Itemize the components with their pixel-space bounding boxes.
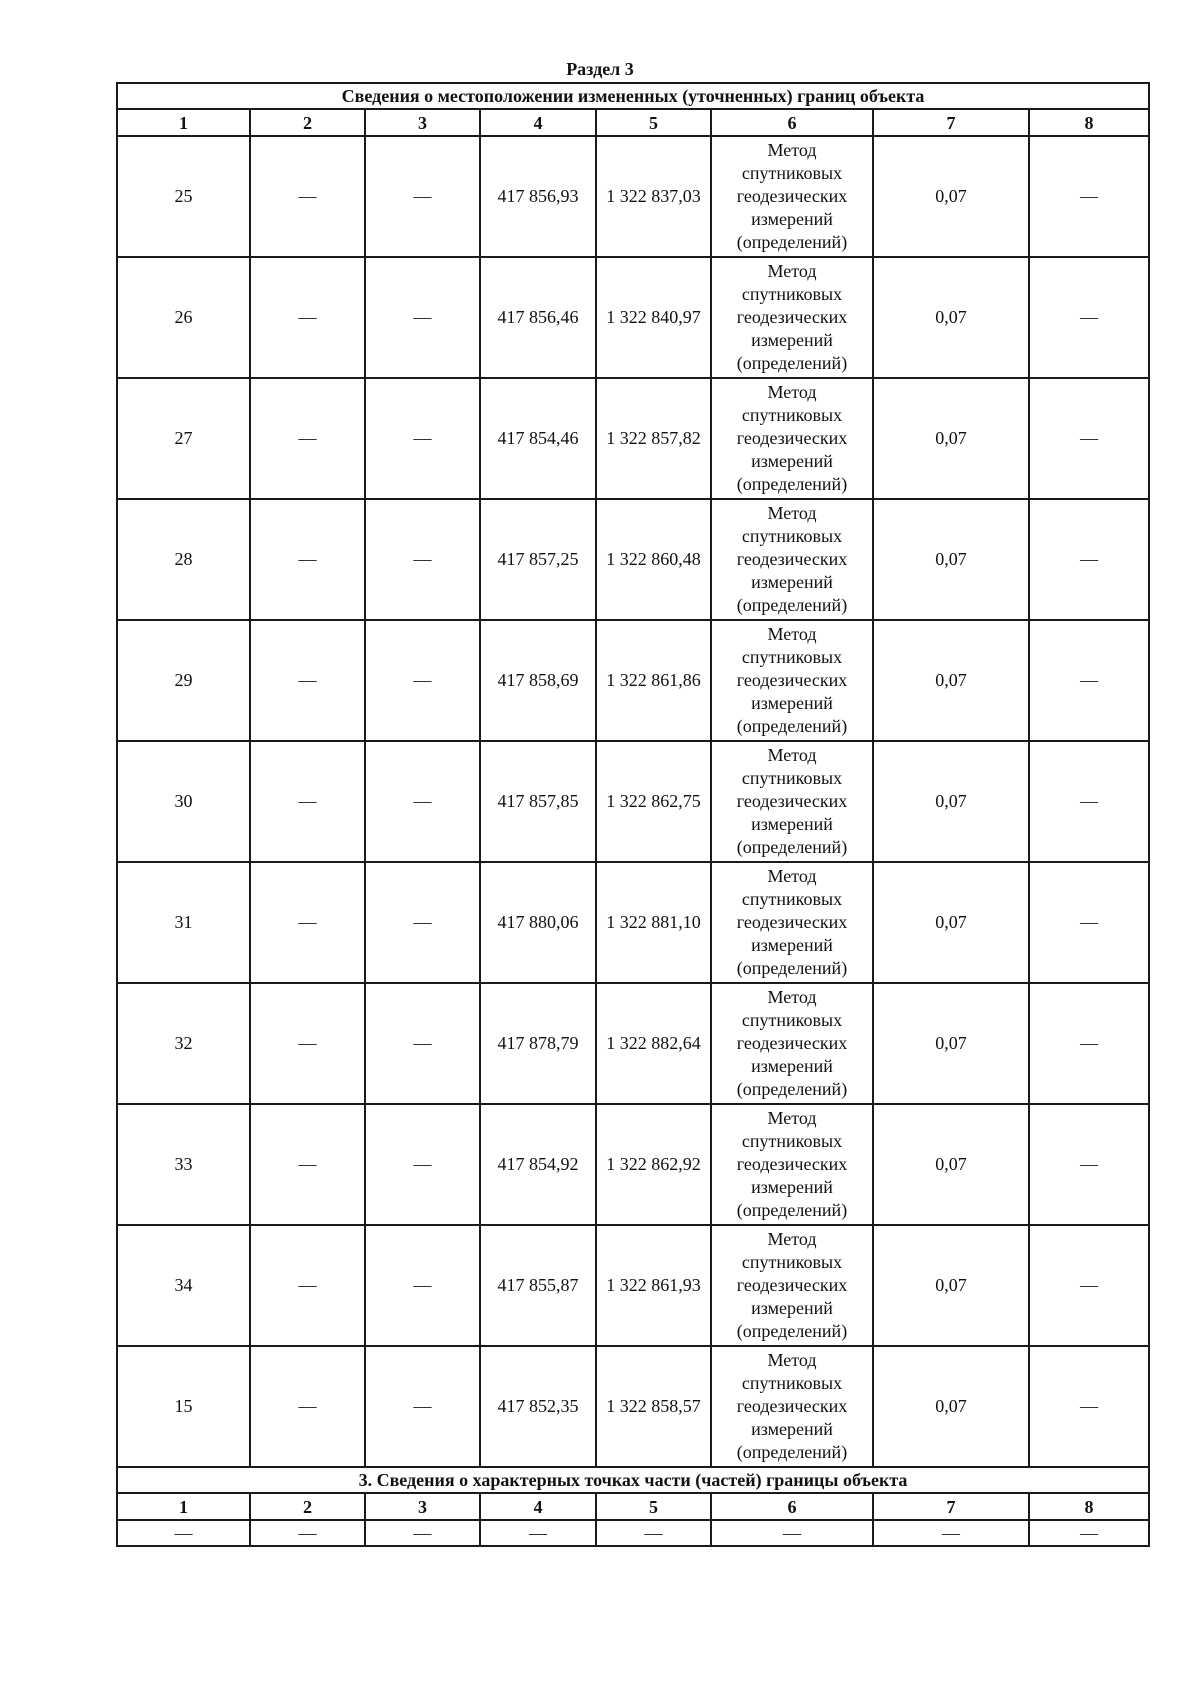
coord-x: 417 854,46	[480, 378, 596, 499]
column-number: 6	[711, 1493, 873, 1520]
table-cell: —	[365, 1520, 480, 1546]
method-cell	[711, 1225, 873, 1346]
column-number: 8	[1029, 1493, 1149, 1520]
column-number: 4	[480, 109, 596, 136]
cell-col8: —	[1029, 1104, 1149, 1225]
method-line: Метод	[767, 624, 817, 644]
cell-col3: —	[365, 1104, 480, 1225]
coord-y: 1 322 882,64	[596, 983, 711, 1104]
point-number: 31	[117, 862, 250, 983]
method-line: измерений	[751, 935, 833, 955]
column-number: 3	[365, 109, 480, 136]
point-number: 29	[117, 620, 250, 741]
column-number-row-2	[117, 1493, 1149, 1520]
column-number-row	[117, 109, 1149, 136]
method-cell	[711, 499, 873, 620]
column-number: 3	[365, 1493, 480, 1520]
column-number: 4	[480, 1493, 596, 1520]
column-number: 5	[596, 109, 711, 136]
cell-col2: —	[250, 257, 365, 378]
coord-y: 1 322 860,48	[596, 499, 711, 620]
method-line: измерений	[751, 1177, 833, 1197]
method-line: (определений)	[736, 1200, 848, 1220]
table-row	[117, 499, 1149, 620]
method-line: геодезических	[736, 186, 848, 206]
table-cell: —	[1029, 1520, 1149, 1546]
method-line: спутниковых	[741, 284, 843, 304]
accuracy: 0,07	[873, 1104, 1029, 1225]
method-line: измерений	[751, 1298, 833, 1318]
method-line: измерений	[751, 451, 833, 471]
cell-col3: —	[365, 257, 480, 378]
cell-col3: —	[365, 741, 480, 862]
method-line: (определений)	[736, 1079, 848, 1099]
cell-col2: —	[250, 136, 365, 257]
table-row	[117, 1346, 1149, 1467]
method-line: (определений)	[736, 837, 848, 857]
method-line: спутниковых	[741, 1010, 843, 1030]
method-line: геодезических	[736, 307, 848, 327]
table-row	[117, 257, 1149, 378]
method-line: (определений)	[736, 595, 848, 615]
table-cell: —	[250, 1520, 365, 1546]
method-cell	[711, 983, 873, 1104]
cell-col2: —	[250, 741, 365, 862]
point-number: 26	[117, 257, 250, 378]
table-caption: Сведения о местоположении измененных (уточненных) границ объекта	[117, 83, 1149, 109]
coord-y: 1 322 857,82	[596, 378, 711, 499]
column-number: 8	[1029, 109, 1149, 136]
coord-y: 1 322 861,86	[596, 620, 711, 741]
table-row	[117, 378, 1149, 499]
cell-col3: —	[365, 136, 480, 257]
method-line: Метод	[767, 1350, 817, 1370]
point-number: 27	[117, 378, 250, 499]
point-number: 25	[117, 136, 250, 257]
method-line: измерений	[751, 1419, 833, 1439]
point-number: 32	[117, 983, 250, 1104]
cell-col3: —	[365, 378, 480, 499]
coord-x: 417 856,46	[480, 257, 596, 378]
method-line: геодезических	[736, 912, 848, 932]
cell-col3: —	[365, 1225, 480, 1346]
cell-col2: —	[250, 378, 365, 499]
accuracy: 0,07	[873, 983, 1029, 1104]
method-line: спутниковых	[741, 163, 843, 183]
column-number: 1	[117, 1493, 250, 1520]
column-number: 7	[873, 1493, 1029, 1520]
method-line: измерений	[751, 209, 833, 229]
cell-col2: —	[250, 1104, 365, 1225]
table-cell: —	[596, 1520, 711, 1546]
method-line: (определений)	[736, 958, 848, 978]
method-line: (определений)	[736, 1442, 848, 1462]
method-line: измерений	[751, 693, 833, 713]
coord-y: 1 322 861,93	[596, 1225, 711, 1346]
accuracy: 0,07	[873, 378, 1029, 499]
point-number: 30	[117, 741, 250, 862]
method-line: (определений)	[736, 353, 848, 373]
cell-col8: —	[1029, 620, 1149, 741]
method-line: геодезических	[736, 428, 848, 448]
coord-x: 417 857,25	[480, 499, 596, 620]
section-title: Раздел 3	[566, 59, 634, 79]
cell-col2: —	[250, 620, 365, 741]
method-line: измерений	[751, 814, 833, 834]
table-caption-parts: 3. Сведения о характерных точках части (частей) границы объекта	[117, 1467, 1149, 1493]
coord-y: 1 322 840,97	[596, 257, 711, 378]
coord-x: 417 856,93	[480, 136, 596, 257]
point-number: 34	[117, 1225, 250, 1346]
cell-col8: —	[1029, 257, 1149, 378]
cell-col3: —	[365, 1346, 480, 1467]
method-line: Метод	[767, 866, 817, 886]
cell-col3: —	[365, 620, 480, 741]
table-row	[117, 620, 1149, 741]
cell-col8: —	[1029, 983, 1149, 1104]
cell-col3: —	[365, 862, 480, 983]
method-cell	[711, 1346, 873, 1467]
method-cell	[711, 862, 873, 983]
point-number: 28	[117, 499, 250, 620]
coord-y: 1 322 837,03	[596, 136, 711, 257]
accuracy: 0,07	[873, 136, 1029, 257]
table-row	[117, 862, 1149, 983]
method-line: измерений	[751, 1056, 833, 1076]
cell-col2: —	[250, 983, 365, 1104]
method-line: спутниковых	[741, 405, 843, 425]
coord-x: 417 858,69	[480, 620, 596, 741]
cell-col3: —	[365, 499, 480, 620]
method-line: измерений	[751, 330, 833, 350]
method-line: спутниковых	[741, 889, 843, 909]
cell-col2: —	[250, 499, 365, 620]
cell-col2: —	[250, 1225, 365, 1346]
coord-y: 1 322 862,75	[596, 741, 711, 862]
point-number: 33	[117, 1104, 250, 1225]
method-line: спутниковых	[741, 1131, 843, 1151]
method-line: Метод	[767, 261, 817, 281]
table-cell: —	[711, 1520, 873, 1546]
method-line: геодезических	[736, 1154, 848, 1174]
cell-col8: —	[1029, 378, 1149, 499]
method-line: Метод	[767, 140, 817, 160]
column-number: 2	[250, 109, 365, 136]
boundary-table	[116, 82, 1150, 1547]
column-number: 1	[117, 109, 250, 136]
coord-y: 1 322 858,57	[596, 1346, 711, 1467]
cell-col2: —	[250, 1346, 365, 1467]
table-cell: —	[117, 1520, 250, 1546]
table-row	[117, 1225, 1149, 1346]
cell-col8: —	[1029, 1225, 1149, 1346]
column-number: 7	[873, 109, 1029, 136]
table-cell: —	[873, 1520, 1029, 1546]
cell-col8: —	[1029, 862, 1149, 983]
method-line: (определений)	[736, 232, 848, 252]
method-line: геодезических	[736, 670, 848, 690]
method-cell	[711, 1104, 873, 1225]
method-line: спутниковых	[741, 526, 843, 546]
cell-col2: —	[250, 862, 365, 983]
method-line: геодезических	[736, 549, 848, 569]
method-line: геодезических	[736, 791, 848, 811]
accuracy: 0,07	[873, 499, 1029, 620]
table-row	[117, 983, 1149, 1104]
accuracy: 0,07	[873, 741, 1029, 862]
coord-x: 417 880,06	[480, 862, 596, 983]
method-line: (определений)	[736, 716, 848, 736]
method-line: спутниковых	[741, 647, 843, 667]
accuracy: 0,07	[873, 257, 1029, 378]
method-line: Метод	[767, 745, 817, 765]
method-line: Метод	[767, 1108, 817, 1128]
method-line: Метод	[767, 503, 817, 523]
table-row	[117, 741, 1149, 862]
method-line: Метод	[767, 382, 817, 402]
coord-x: 417 855,87	[480, 1225, 596, 1346]
table-row	[117, 1104, 1149, 1225]
cell-col8: —	[1029, 499, 1149, 620]
table-row	[117, 136, 1149, 257]
coord-x: 417 852,35	[480, 1346, 596, 1467]
method-line: измерений	[751, 572, 833, 592]
coord-x: 417 854,92	[480, 1104, 596, 1225]
column-number: 6	[711, 109, 873, 136]
method-line: Метод	[767, 987, 817, 1007]
method-cell	[711, 620, 873, 741]
coord-x: 417 878,79	[480, 983, 596, 1104]
accuracy: 0,07	[873, 862, 1029, 983]
method-cell	[711, 741, 873, 862]
method-line: геодезических	[736, 1033, 848, 1053]
method-cell	[711, 136, 873, 257]
coord-y: 1 322 881,10	[596, 862, 711, 983]
method-line: спутниковых	[741, 768, 843, 788]
cell-col8: —	[1029, 741, 1149, 862]
table-cell: —	[480, 1520, 596, 1546]
cell-col3: —	[365, 983, 480, 1104]
method-line: (определений)	[736, 1321, 848, 1341]
method-line: (определений)	[736, 474, 848, 494]
accuracy: 0,07	[873, 620, 1029, 741]
method-line: Метод	[767, 1229, 817, 1249]
accuracy: 0,07	[873, 1346, 1029, 1467]
cell-col8: —	[1029, 136, 1149, 257]
point-number: 15	[117, 1346, 250, 1467]
method-cell	[711, 257, 873, 378]
method-line: спутниковых	[741, 1252, 843, 1272]
coord-y: 1 322 862,92	[596, 1104, 711, 1225]
cell-col8: —	[1029, 1346, 1149, 1467]
accuracy: 0,07	[873, 1225, 1029, 1346]
column-number: 2	[250, 1493, 365, 1520]
column-number: 5	[596, 1493, 711, 1520]
method-line: спутниковых	[741, 1373, 843, 1393]
method-cell	[711, 378, 873, 499]
table-row	[117, 1520, 1149, 1546]
method-line: геодезических	[736, 1275, 848, 1295]
coord-x: 417 857,85	[480, 741, 596, 862]
method-line: геодезических	[736, 1396, 848, 1416]
